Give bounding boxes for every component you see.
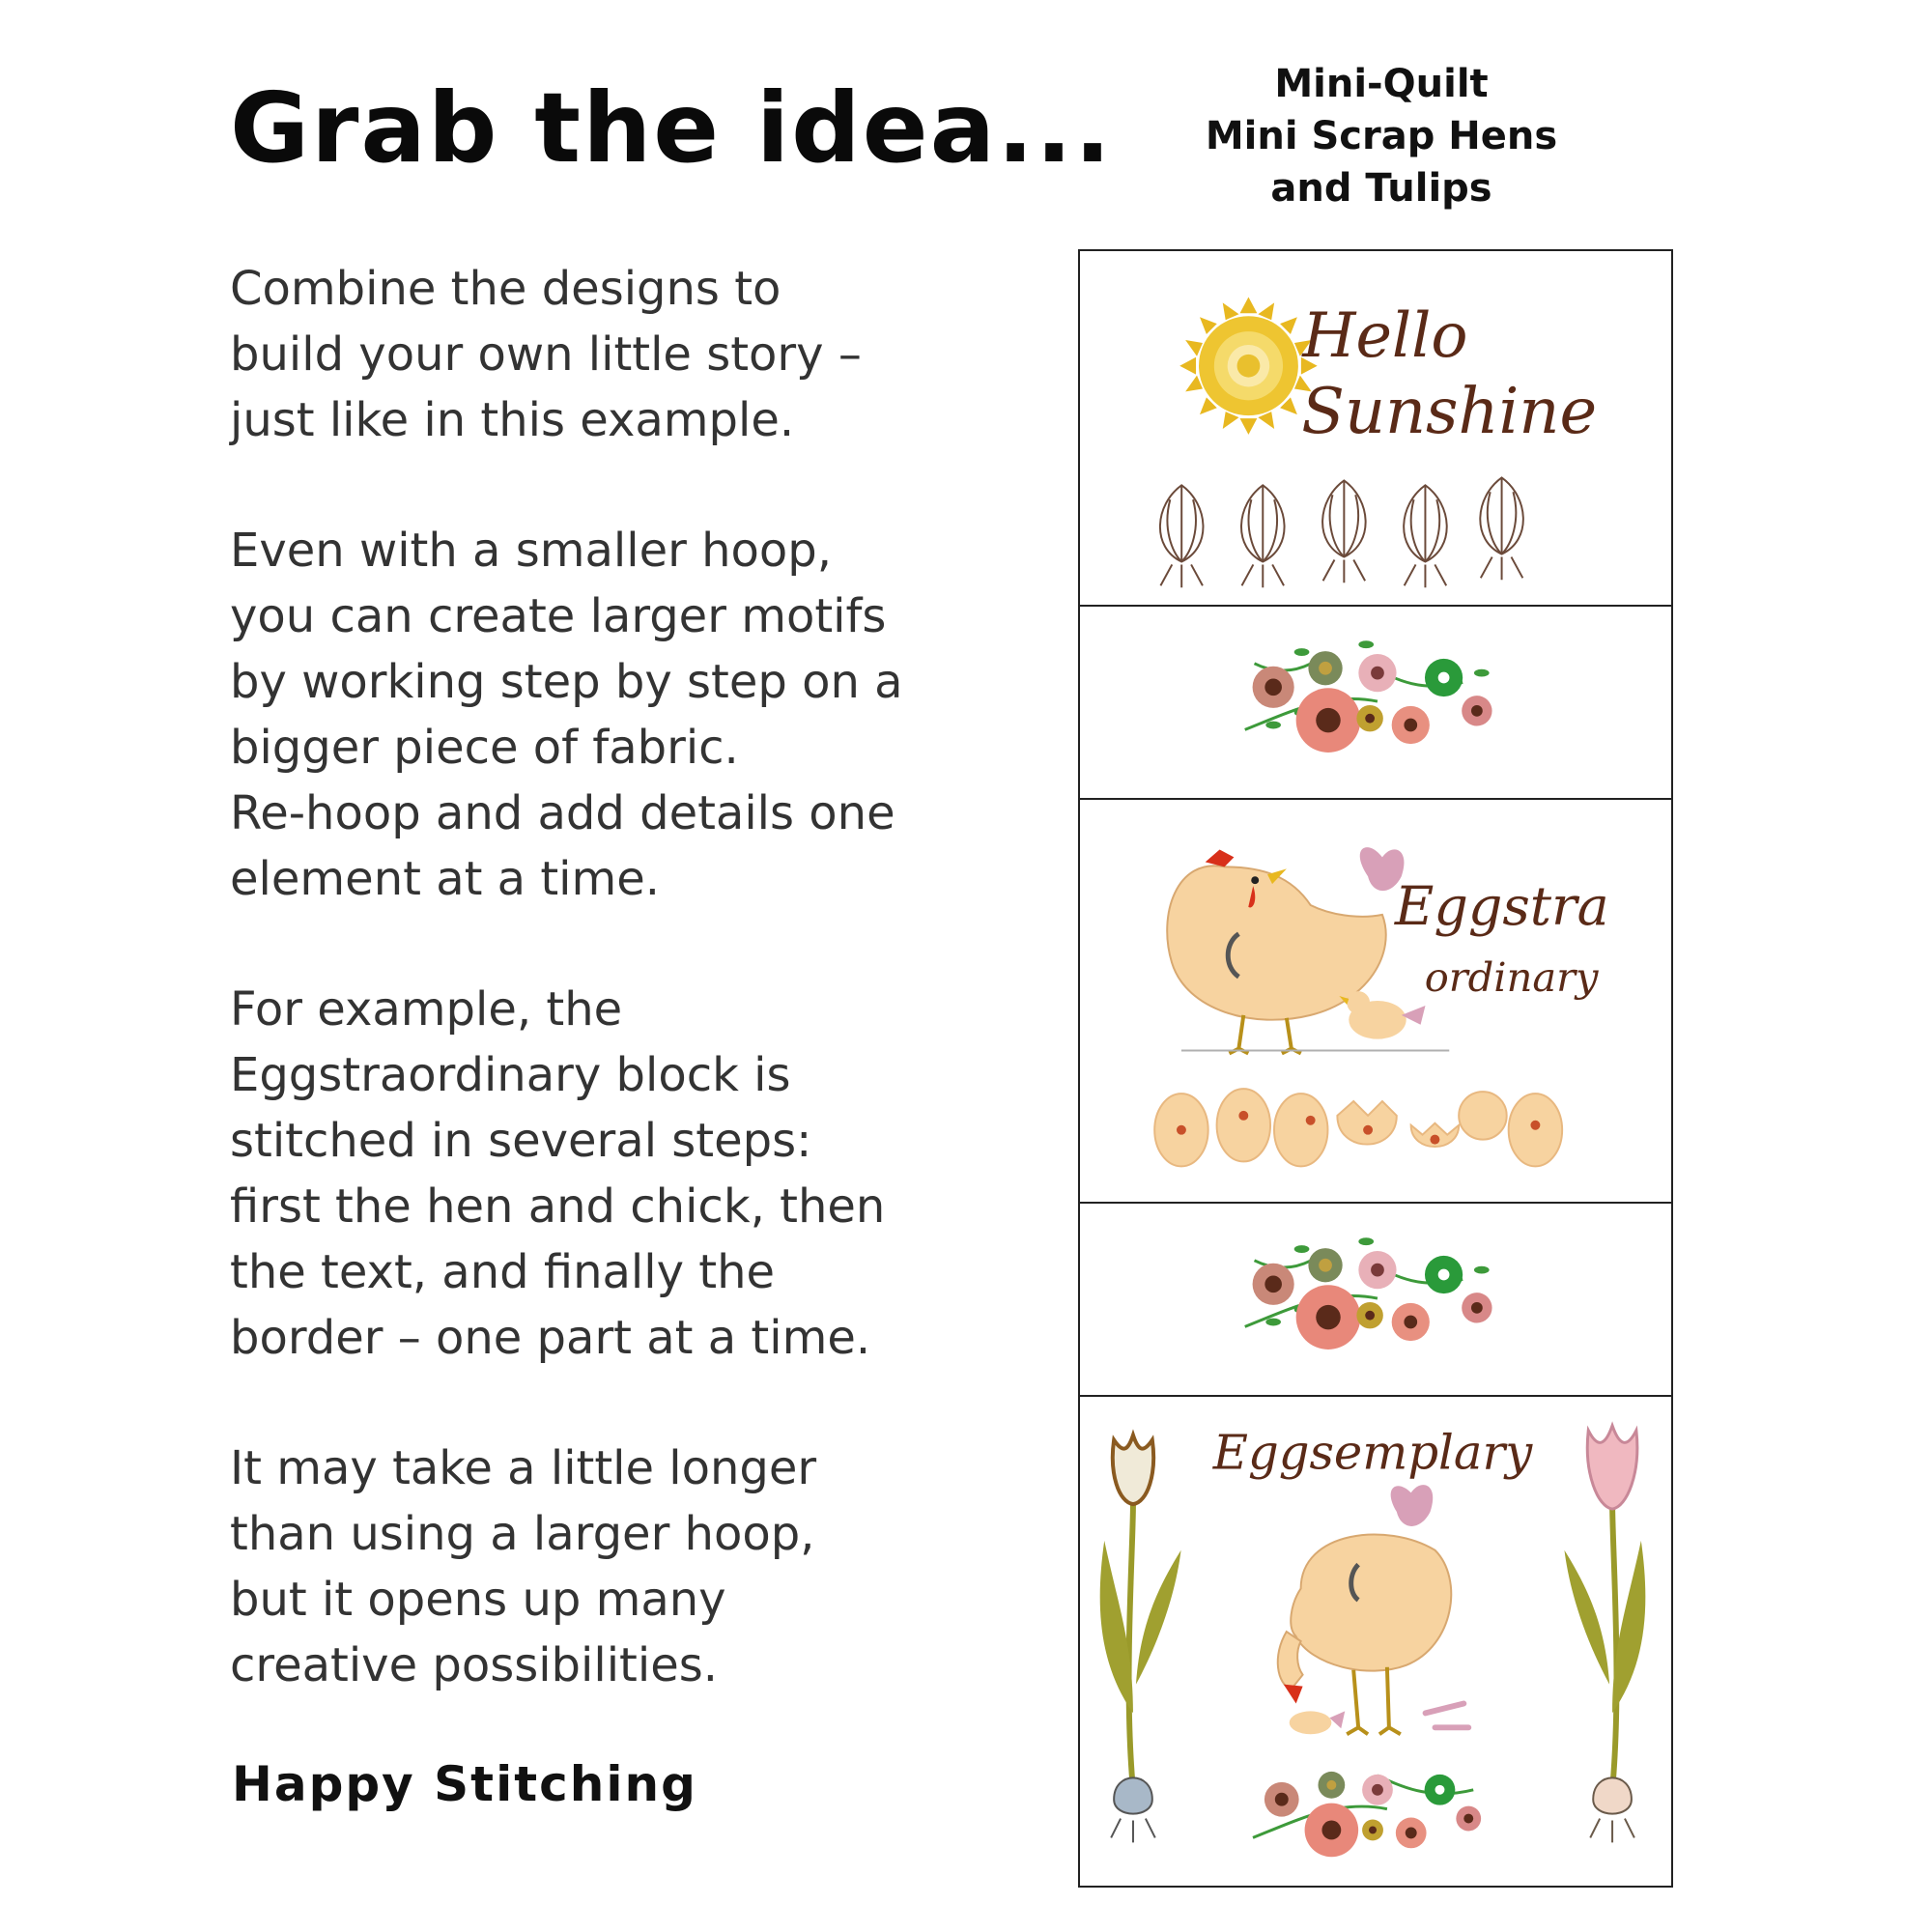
signoff: Happy Stitching <box>232 1756 697 1812</box>
eggs-row <box>1154 1089 1562 1166</box>
block-eggsemplary <box>1078 1395 1673 1888</box>
intro-paragraph: Combine the designs to build your own little story – just like in this example. <box>230 262 862 447</box>
pecking-hen-icon <box>1278 1485 1468 1734</box>
block-eggstraordinary <box>1078 798 1673 1204</box>
sun-icon <box>1179 297 1317 434</box>
possibilities-paragraph: It may take a little longer than using a larger hoop, but it opens up many creative possibilities. <box>230 1441 817 1692</box>
chick-icon <box>1339 991 1425 1039</box>
flower-cluster <box>1245 640 1492 753</box>
left-tulip-icon <box>1100 1435 1181 1843</box>
flower-cluster <box>1253 1772 1481 1857</box>
sunshine-text: Sunshine <box>1301 374 1598 448</box>
ordinary-text: ordinary <box>1424 953 1599 1002</box>
flower-cluster <box>1245 1237 1492 1350</box>
tulip-bulbs-row <box>1160 477 1523 587</box>
hoop-paragraph: Even with a smaller hoop, you can create larger motifs by working step by step on a bigger piece of fabric. Re-hoop and add details one element at a time. <box>230 524 903 906</box>
quilt-title: Mini-Quilt Mini Scrap Hens and Tulips <box>1205 62 1558 211</box>
page-heading: Grab the idea... <box>230 71 1114 185</box>
eggsemplary-illustration <box>1080 1397 1671 1886</box>
block-flower-border-2 <box>1078 1202 1673 1397</box>
block-hello-sunshine <box>1078 249 1673 607</box>
eggstraordinary-illustration <box>1080 800 1671 1202</box>
example-paragraph: For example, the Eggstraordinary block is stitched in several steps: first the hen and chick, then the text, and finally the border – one part at a time. <box>230 982 886 1365</box>
eggstra-text: Eggstra <box>1394 875 1609 938</box>
right-tulip-icon <box>1564 1426 1645 1843</box>
hello-text: Hello <box>1302 298 1468 371</box>
hello-sunshine-illustration <box>1080 251 1671 605</box>
mini-quilt-preview <box>1078 249 1673 1888</box>
eggsemplary-text: Eggsemplary <box>1212 1424 1533 1481</box>
flower-border-illustration <box>1080 607 1671 798</box>
block-flower-border-1 <box>1078 605 1673 800</box>
flower-border-illustration-2 <box>1080 1204 1671 1395</box>
